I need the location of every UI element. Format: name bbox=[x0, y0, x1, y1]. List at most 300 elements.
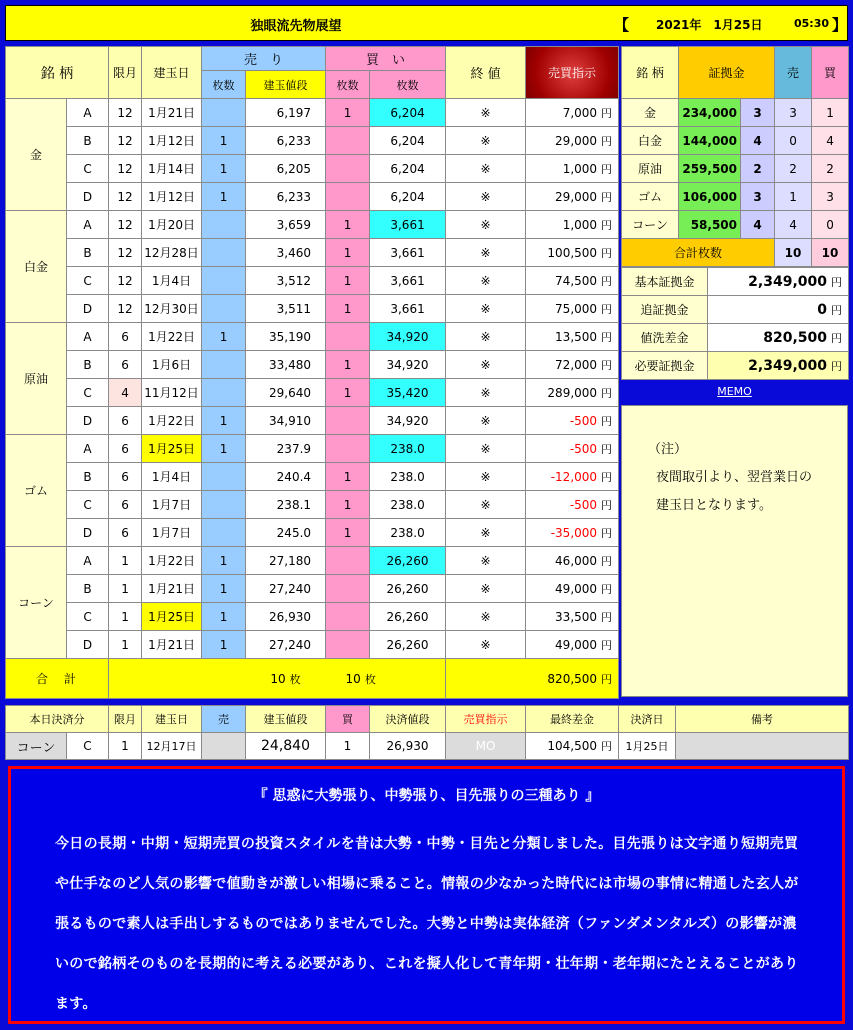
header-buy: 買 い bbox=[326, 47, 446, 71]
row-instruction: ※ bbox=[446, 435, 526, 463]
row-sell-qty bbox=[202, 351, 246, 379]
row-date: 1月4日 bbox=[142, 463, 202, 491]
row-letter: D bbox=[67, 631, 109, 659]
row-close: 26,260 bbox=[370, 547, 446, 575]
row-letter: D bbox=[67, 183, 109, 211]
row-date: 1月6日 bbox=[142, 351, 202, 379]
row-gen: 6 bbox=[109, 323, 142, 351]
row-sell-qty bbox=[202, 99, 246, 127]
margin-value: 259,500 bbox=[679, 155, 741, 183]
settle-sell bbox=[202, 733, 246, 760]
settle-header-gen: 限月 bbox=[109, 706, 142, 733]
position-row bbox=[6, 575, 619, 603]
row-buy-qty bbox=[326, 575, 370, 603]
position-row bbox=[6, 379, 619, 407]
side-header-margin: 証拠金 bbox=[679, 47, 775, 99]
row-sell-qty bbox=[202, 491, 246, 519]
row-instruction: ※ bbox=[446, 127, 526, 155]
margin-value: 58,500 bbox=[679, 211, 741, 239]
row-gen: 12 bbox=[109, 239, 142, 267]
margin-buy: 3 bbox=[812, 183, 849, 211]
summary-label: 追証拠金 bbox=[622, 296, 708, 324]
row-sell-qty: 1 bbox=[202, 155, 246, 183]
header-date: 2021年 1月25日 bbox=[656, 18, 763, 32]
row-close: 34,920 bbox=[370, 407, 446, 435]
row-price: 34,910 bbox=[246, 407, 326, 435]
header-sell: 売 り bbox=[202, 47, 326, 71]
row-sell-qty: 1 bbox=[202, 407, 246, 435]
summary-table bbox=[621, 267, 849, 380]
position-row bbox=[6, 519, 619, 547]
summary-value: 820,500 円 bbox=[708, 324, 849, 352]
settle-price: 24,840 bbox=[246, 733, 326, 760]
title-bar bbox=[5, 5, 848, 41]
row-sell-qty bbox=[202, 463, 246, 491]
row-gen: 1 bbox=[109, 631, 142, 659]
summary-row bbox=[622, 296, 849, 324]
row-gen: 12 bbox=[109, 183, 142, 211]
margin-row bbox=[622, 211, 849, 239]
row-diff: 13,500 円 bbox=[526, 323, 619, 351]
row-date: 1月22日 bbox=[142, 547, 202, 575]
row-buy-qty: 1 bbox=[326, 519, 370, 547]
settle-header-note: 備考 bbox=[676, 706, 849, 733]
header-sell-qty: 枚数 bbox=[202, 71, 246, 99]
row-diff: 1,000 円 bbox=[526, 155, 619, 183]
totals-label: 合 計 bbox=[6, 659, 109, 699]
row-diff: 29,000 円 bbox=[526, 183, 619, 211]
settle-header-sell: 売 bbox=[202, 706, 246, 733]
row-sell-qty bbox=[202, 295, 246, 323]
row-date: 1月25日 bbox=[142, 435, 202, 463]
totals-sell: 10 枚 bbox=[246, 659, 326, 699]
margin-value: 234,000 bbox=[679, 99, 741, 127]
row-close: 35,420 bbox=[370, 379, 446, 407]
row-instruction: ※ bbox=[446, 631, 526, 659]
row-close: 238.0 bbox=[370, 519, 446, 547]
row-price: 6,197 bbox=[246, 99, 326, 127]
position-row bbox=[6, 155, 619, 183]
totals-buy: 10 枚 bbox=[326, 659, 446, 699]
row-gen: 12 bbox=[109, 127, 142, 155]
row-instruction: ※ bbox=[446, 519, 526, 547]
row-gen: 12 bbox=[109, 155, 142, 183]
message-title: 『 思惑に大勢張り、中勢張り、目先張りの三種あり 』 bbox=[253, 788, 600, 804]
row-buy-qty bbox=[326, 603, 370, 631]
row-instruction: ※ bbox=[446, 603, 526, 631]
settle-header-instruction: 売買指示 bbox=[446, 706, 526, 733]
header-time: 05:30 bbox=[794, 17, 830, 30]
row-gen: 1 bbox=[109, 575, 142, 603]
row-close: 3,661 bbox=[370, 239, 446, 267]
row-buy-qty: 1 bbox=[326, 351, 370, 379]
row-diff: -500 円 bbox=[526, 435, 619, 463]
settle-header-final-diff: 最終差金 bbox=[526, 706, 619, 733]
row-buy-qty: 1 bbox=[326, 463, 370, 491]
header-gen: 限月 bbox=[109, 47, 142, 99]
row-date: 1月21日 bbox=[142, 575, 202, 603]
row-letter: B bbox=[67, 463, 109, 491]
settle-letter: C bbox=[67, 733, 109, 760]
margin-count: 4 bbox=[741, 127, 775, 155]
row-gen: 12 bbox=[109, 267, 142, 295]
row-sell-qty bbox=[202, 379, 246, 407]
page-title: 独眼流先物展望 bbox=[250, 19, 342, 34]
row-price: 26,930 bbox=[246, 603, 326, 631]
row-letter: A bbox=[67, 211, 109, 239]
row-instruction: ※ bbox=[446, 491, 526, 519]
memo-box bbox=[621, 405, 848, 697]
settlement-row bbox=[6, 733, 849, 760]
settle-name: コーン bbox=[6, 733, 67, 760]
row-gen: 6 bbox=[109, 463, 142, 491]
row-price: 33,480 bbox=[246, 351, 326, 379]
margin-sell: 2 bbox=[775, 155, 812, 183]
row-date: 12月28日 bbox=[142, 239, 202, 267]
position-row bbox=[6, 407, 619, 435]
row-instruction: ※ bbox=[446, 575, 526, 603]
row-sell-qty bbox=[202, 211, 246, 239]
position-row bbox=[6, 435, 619, 463]
margin-name: 白金 bbox=[622, 127, 679, 155]
row-price: 237.9 bbox=[246, 435, 326, 463]
row-letter: A bbox=[67, 99, 109, 127]
header-instruction: 売買指示 bbox=[526, 47, 619, 99]
header-price: 建玉値段 bbox=[246, 71, 326, 99]
row-instruction: ※ bbox=[446, 463, 526, 491]
row-price: 35,190 bbox=[246, 323, 326, 351]
settle-note bbox=[676, 733, 849, 760]
commodity-name: ゴム bbox=[6, 435, 67, 547]
settle-settle-price: 26,930 bbox=[370, 733, 446, 760]
settle-final-diff: 104,500 円 bbox=[526, 733, 619, 760]
totals-row bbox=[6, 659, 619, 699]
row-letter: C bbox=[67, 603, 109, 631]
row-close: 3,661 bbox=[370, 211, 446, 239]
side-total-buy: 10 bbox=[812, 239, 849, 267]
row-diff: -500 円 bbox=[526, 491, 619, 519]
row-buy-qty: 1 bbox=[326, 211, 370, 239]
header-buy-qty-2: 枚数 bbox=[370, 71, 446, 99]
row-price: 245.0 bbox=[246, 519, 326, 547]
memo-line-2: 夜間取引より、翌営業日の bbox=[656, 470, 813, 485]
row-letter: C bbox=[67, 491, 109, 519]
row-instruction: ※ bbox=[446, 379, 526, 407]
row-date: 1月7日 bbox=[142, 519, 202, 547]
row-letter: B bbox=[67, 239, 109, 267]
row-date: 1月14日 bbox=[142, 155, 202, 183]
summary-value: 0 円 bbox=[708, 296, 849, 324]
margin-count: 3 bbox=[741, 99, 775, 127]
row-buy-qty bbox=[326, 323, 370, 351]
margin-buy: 4 bbox=[812, 127, 849, 155]
row-letter: C bbox=[67, 379, 109, 407]
row-instruction: ※ bbox=[446, 295, 526, 323]
row-close: 26,260 bbox=[370, 631, 446, 659]
row-close: 238.0 bbox=[370, 435, 446, 463]
row-buy-qty bbox=[326, 183, 370, 211]
settle-settle-date: 1月25日 bbox=[619, 733, 676, 760]
summary-value: 2,349,000 円 bbox=[708, 268, 849, 296]
row-gen: 1 bbox=[109, 603, 142, 631]
row-price: 6,233 bbox=[246, 127, 326, 155]
row-letter: B bbox=[67, 127, 109, 155]
row-buy-qty: 1 bbox=[326, 295, 370, 323]
row-gen: 12 bbox=[109, 211, 142, 239]
row-sell-qty bbox=[202, 267, 246, 295]
row-diff: 289,000 円 bbox=[526, 379, 619, 407]
row-price: 27,240 bbox=[246, 575, 326, 603]
row-buy-qty: 1 bbox=[326, 99, 370, 127]
summary-row bbox=[622, 324, 849, 352]
message-body: 今日の長期・中期・短期売買の投資スタイルを昔は大勢・中勢・目先と分類しました。目先張りは文字通り短期売買や仕手なのど人気の影響で値動きが激しい相場に乗ること。情報の少なかった時代には市場の事情に精通した玄人が張るもので素人は手出しするものではありませんでした。大勢と中勢は実体経済（ファンダメンタルズ）の影響が濃いので銘柄そのものを長期的に考える必要があり、これを擬人化して青年期・壮年期・老年期にたとえることがあります。 bbox=[55, 836, 799, 1012]
commodity-name: 原油 bbox=[6, 323, 67, 435]
commodity-name: コーン bbox=[6, 547, 67, 659]
margin-body bbox=[622, 99, 849, 239]
row-instruction: ※ bbox=[446, 351, 526, 379]
row-diff: 49,000 円 bbox=[526, 631, 619, 659]
row-instruction: ※ bbox=[446, 183, 526, 211]
position-row bbox=[6, 99, 619, 127]
row-diff: 1,000 円 bbox=[526, 211, 619, 239]
totals-diff: 820,500 円 bbox=[526, 659, 619, 699]
row-sell-qty: 1 bbox=[202, 575, 246, 603]
row-close: 6,204 bbox=[370, 183, 446, 211]
margin-sell: 1 bbox=[775, 183, 812, 211]
row-close: 34,920 bbox=[370, 351, 446, 379]
summary-row bbox=[622, 352, 849, 380]
row-price: 3,512 bbox=[246, 267, 326, 295]
settle-header-settle-price: 決済値段 bbox=[370, 706, 446, 733]
row-instruction: ※ bbox=[446, 267, 526, 295]
positions-table bbox=[5, 46, 619, 699]
bracket-close: 】 bbox=[832, 16, 848, 34]
row-sell-qty: 1 bbox=[202, 603, 246, 631]
row-buy-qty bbox=[326, 435, 370, 463]
row-instruction: ※ bbox=[446, 211, 526, 239]
row-buy-qty bbox=[326, 407, 370, 435]
header-buy-qty: 枚数 bbox=[326, 71, 370, 99]
row-diff: 33,500 円 bbox=[526, 603, 619, 631]
margin-sell: 0 bbox=[775, 127, 812, 155]
row-diff: 75,000 円 bbox=[526, 295, 619, 323]
row-price: 3,511 bbox=[246, 295, 326, 323]
row-instruction: ※ bbox=[446, 239, 526, 267]
row-diff: 100,500 円 bbox=[526, 239, 619, 267]
row-sell-qty bbox=[202, 519, 246, 547]
header-close: 終 値 bbox=[446, 47, 526, 99]
row-buy-qty: 1 bbox=[326, 267, 370, 295]
position-row bbox=[6, 463, 619, 491]
margin-buy: 0 bbox=[812, 211, 849, 239]
row-gen: 1 bbox=[109, 547, 142, 575]
row-letter: A bbox=[67, 547, 109, 575]
margin-count: 4 bbox=[741, 211, 775, 239]
row-buy-qty: 1 bbox=[326, 379, 370, 407]
row-date: 1月12日 bbox=[142, 127, 202, 155]
margin-buy: 2 bbox=[812, 155, 849, 183]
settle-date: 12月17日 bbox=[142, 733, 202, 760]
row-gen: 12 bbox=[109, 99, 142, 127]
row-diff: -500 円 bbox=[526, 407, 619, 435]
row-date: 1月21日 bbox=[142, 631, 202, 659]
settle-instruction: MO bbox=[446, 733, 526, 760]
header-date: 建玉日 bbox=[142, 47, 202, 99]
row-sell-qty: 1 bbox=[202, 631, 246, 659]
row-price: 6,205 bbox=[246, 155, 326, 183]
row-buy-qty bbox=[326, 127, 370, 155]
row-date: 1月12日 bbox=[142, 183, 202, 211]
row-gen: 12 bbox=[109, 295, 142, 323]
settle-header-date: 建玉日 bbox=[142, 706, 202, 733]
row-buy-qty: 1 bbox=[326, 491, 370, 519]
summary-label: 値洗差金 bbox=[622, 324, 708, 352]
row-gen: 4 bbox=[109, 379, 142, 407]
summary-label: 基本証拠金 bbox=[622, 268, 708, 296]
row-price: 29,640 bbox=[246, 379, 326, 407]
row-date: 1月20日 bbox=[142, 211, 202, 239]
settle-buy: 1 bbox=[326, 733, 370, 760]
row-buy-qty bbox=[326, 155, 370, 183]
position-row bbox=[6, 603, 619, 631]
row-date: 1月25日 bbox=[142, 603, 202, 631]
memo-line-3: 建玉日となります。 bbox=[656, 498, 772, 513]
row-instruction: ※ bbox=[446, 323, 526, 351]
row-sell-qty: 1 bbox=[202, 435, 246, 463]
row-close: 34,920 bbox=[370, 323, 446, 351]
summary-row bbox=[622, 268, 849, 296]
settle-header-settle-date: 決済日 bbox=[619, 706, 676, 733]
row-gen: 6 bbox=[109, 407, 142, 435]
row-diff: 72,000 円 bbox=[526, 351, 619, 379]
row-close: 6,204 bbox=[370, 99, 446, 127]
position-row bbox=[6, 631, 619, 659]
row-letter: D bbox=[67, 407, 109, 435]
row-letter: A bbox=[67, 323, 109, 351]
position-row bbox=[6, 183, 619, 211]
margin-name: 金 bbox=[622, 99, 679, 127]
position-row bbox=[6, 351, 619, 379]
row-letter: C bbox=[67, 267, 109, 295]
row-price: 238.1 bbox=[246, 491, 326, 519]
row-close: 26,260 bbox=[370, 603, 446, 631]
memo-label[interactable]: MEMO bbox=[717, 385, 752, 398]
row-close: 6,204 bbox=[370, 127, 446, 155]
row-date: 12月30日 bbox=[142, 295, 202, 323]
summary-label: 必要証拠金 bbox=[622, 352, 708, 380]
position-row bbox=[6, 239, 619, 267]
row-instruction: ※ bbox=[446, 155, 526, 183]
row-date: 1月22日 bbox=[142, 407, 202, 435]
row-date: 1月7日 bbox=[142, 491, 202, 519]
row-instruction: ※ bbox=[446, 407, 526, 435]
position-row bbox=[6, 211, 619, 239]
settle-header-today: 本日決済分 bbox=[6, 706, 109, 733]
row-diff: 74,500 円 bbox=[526, 267, 619, 295]
positions-body bbox=[6, 99, 619, 659]
row-close: 3,661 bbox=[370, 267, 446, 295]
margin-count: 2 bbox=[741, 155, 775, 183]
side-header-name: 銘 柄 bbox=[622, 47, 679, 99]
row-date: 1月22日 bbox=[142, 323, 202, 351]
margin-row bbox=[622, 183, 849, 211]
commodity-name: 金 bbox=[6, 99, 67, 211]
row-sell-qty: 1 bbox=[202, 323, 246, 351]
row-gen: 6 bbox=[109, 519, 142, 547]
row-gen: 6 bbox=[109, 351, 142, 379]
row-buy-qty: 1 bbox=[326, 239, 370, 267]
margin-name: 原油 bbox=[622, 155, 679, 183]
row-diff: -12,000 円 bbox=[526, 463, 619, 491]
row-gen: 6 bbox=[109, 491, 142, 519]
margin-count: 3 bbox=[741, 183, 775, 211]
margin-value: 144,000 bbox=[679, 127, 741, 155]
row-price: 3,460 bbox=[246, 239, 326, 267]
row-diff: 46,000 円 bbox=[526, 547, 619, 575]
margin-row bbox=[622, 99, 849, 127]
row-gen: 6 bbox=[109, 435, 142, 463]
position-row bbox=[6, 127, 619, 155]
margin-row bbox=[622, 155, 849, 183]
side-header-buy: 買 bbox=[812, 47, 849, 99]
row-diff: 29,000 円 bbox=[526, 127, 619, 155]
row-letter: C bbox=[67, 155, 109, 183]
settle-header-buy: 買 bbox=[326, 706, 370, 733]
side-total-sell: 10 bbox=[775, 239, 812, 267]
side-header-sell: 売 bbox=[775, 47, 812, 99]
row-diff: -35,000 円 bbox=[526, 519, 619, 547]
side-total-label: 合計枚数 bbox=[622, 239, 775, 267]
bracket-open: 【 bbox=[614, 16, 630, 34]
row-sell-qty: 1 bbox=[202, 547, 246, 575]
row-buy-qty bbox=[326, 547, 370, 575]
row-instruction: ※ bbox=[446, 547, 526, 575]
position-row bbox=[6, 323, 619, 351]
settle-header-price: 建玉値段 bbox=[246, 706, 326, 733]
settlement-table bbox=[5, 705, 849, 760]
commodity-name: 白金 bbox=[6, 211, 67, 323]
row-price: 27,240 bbox=[246, 631, 326, 659]
margin-name: コーン bbox=[622, 211, 679, 239]
margin-row bbox=[622, 127, 849, 155]
row-price: 27,180 bbox=[246, 547, 326, 575]
summary-value: 2,349,000 円 bbox=[708, 352, 849, 380]
row-letter: B bbox=[67, 351, 109, 379]
margin-table bbox=[621, 46, 849, 267]
row-letter: A bbox=[67, 435, 109, 463]
position-row bbox=[6, 267, 619, 295]
row-letter: D bbox=[67, 295, 109, 323]
row-date: 11月12日 bbox=[142, 379, 202, 407]
memo-line-1: （注） bbox=[648, 442, 688, 457]
settle-gen: 1 bbox=[109, 733, 142, 760]
row-letter: B bbox=[67, 575, 109, 603]
position-row bbox=[6, 491, 619, 519]
message-box bbox=[8, 766, 845, 1024]
margin-name: ゴム bbox=[622, 183, 679, 211]
row-close: 3,661 bbox=[370, 295, 446, 323]
margin-sell: 4 bbox=[775, 211, 812, 239]
header-name: 銘 柄 bbox=[6, 47, 109, 99]
position-row bbox=[6, 547, 619, 575]
row-close: 26,260 bbox=[370, 575, 446, 603]
row-sell-qty bbox=[202, 239, 246, 267]
row-close: 238.0 bbox=[370, 491, 446, 519]
row-close: 238.0 bbox=[370, 463, 446, 491]
row-buy-qty bbox=[326, 631, 370, 659]
position-row bbox=[6, 295, 619, 323]
row-sell-qty: 1 bbox=[202, 183, 246, 211]
